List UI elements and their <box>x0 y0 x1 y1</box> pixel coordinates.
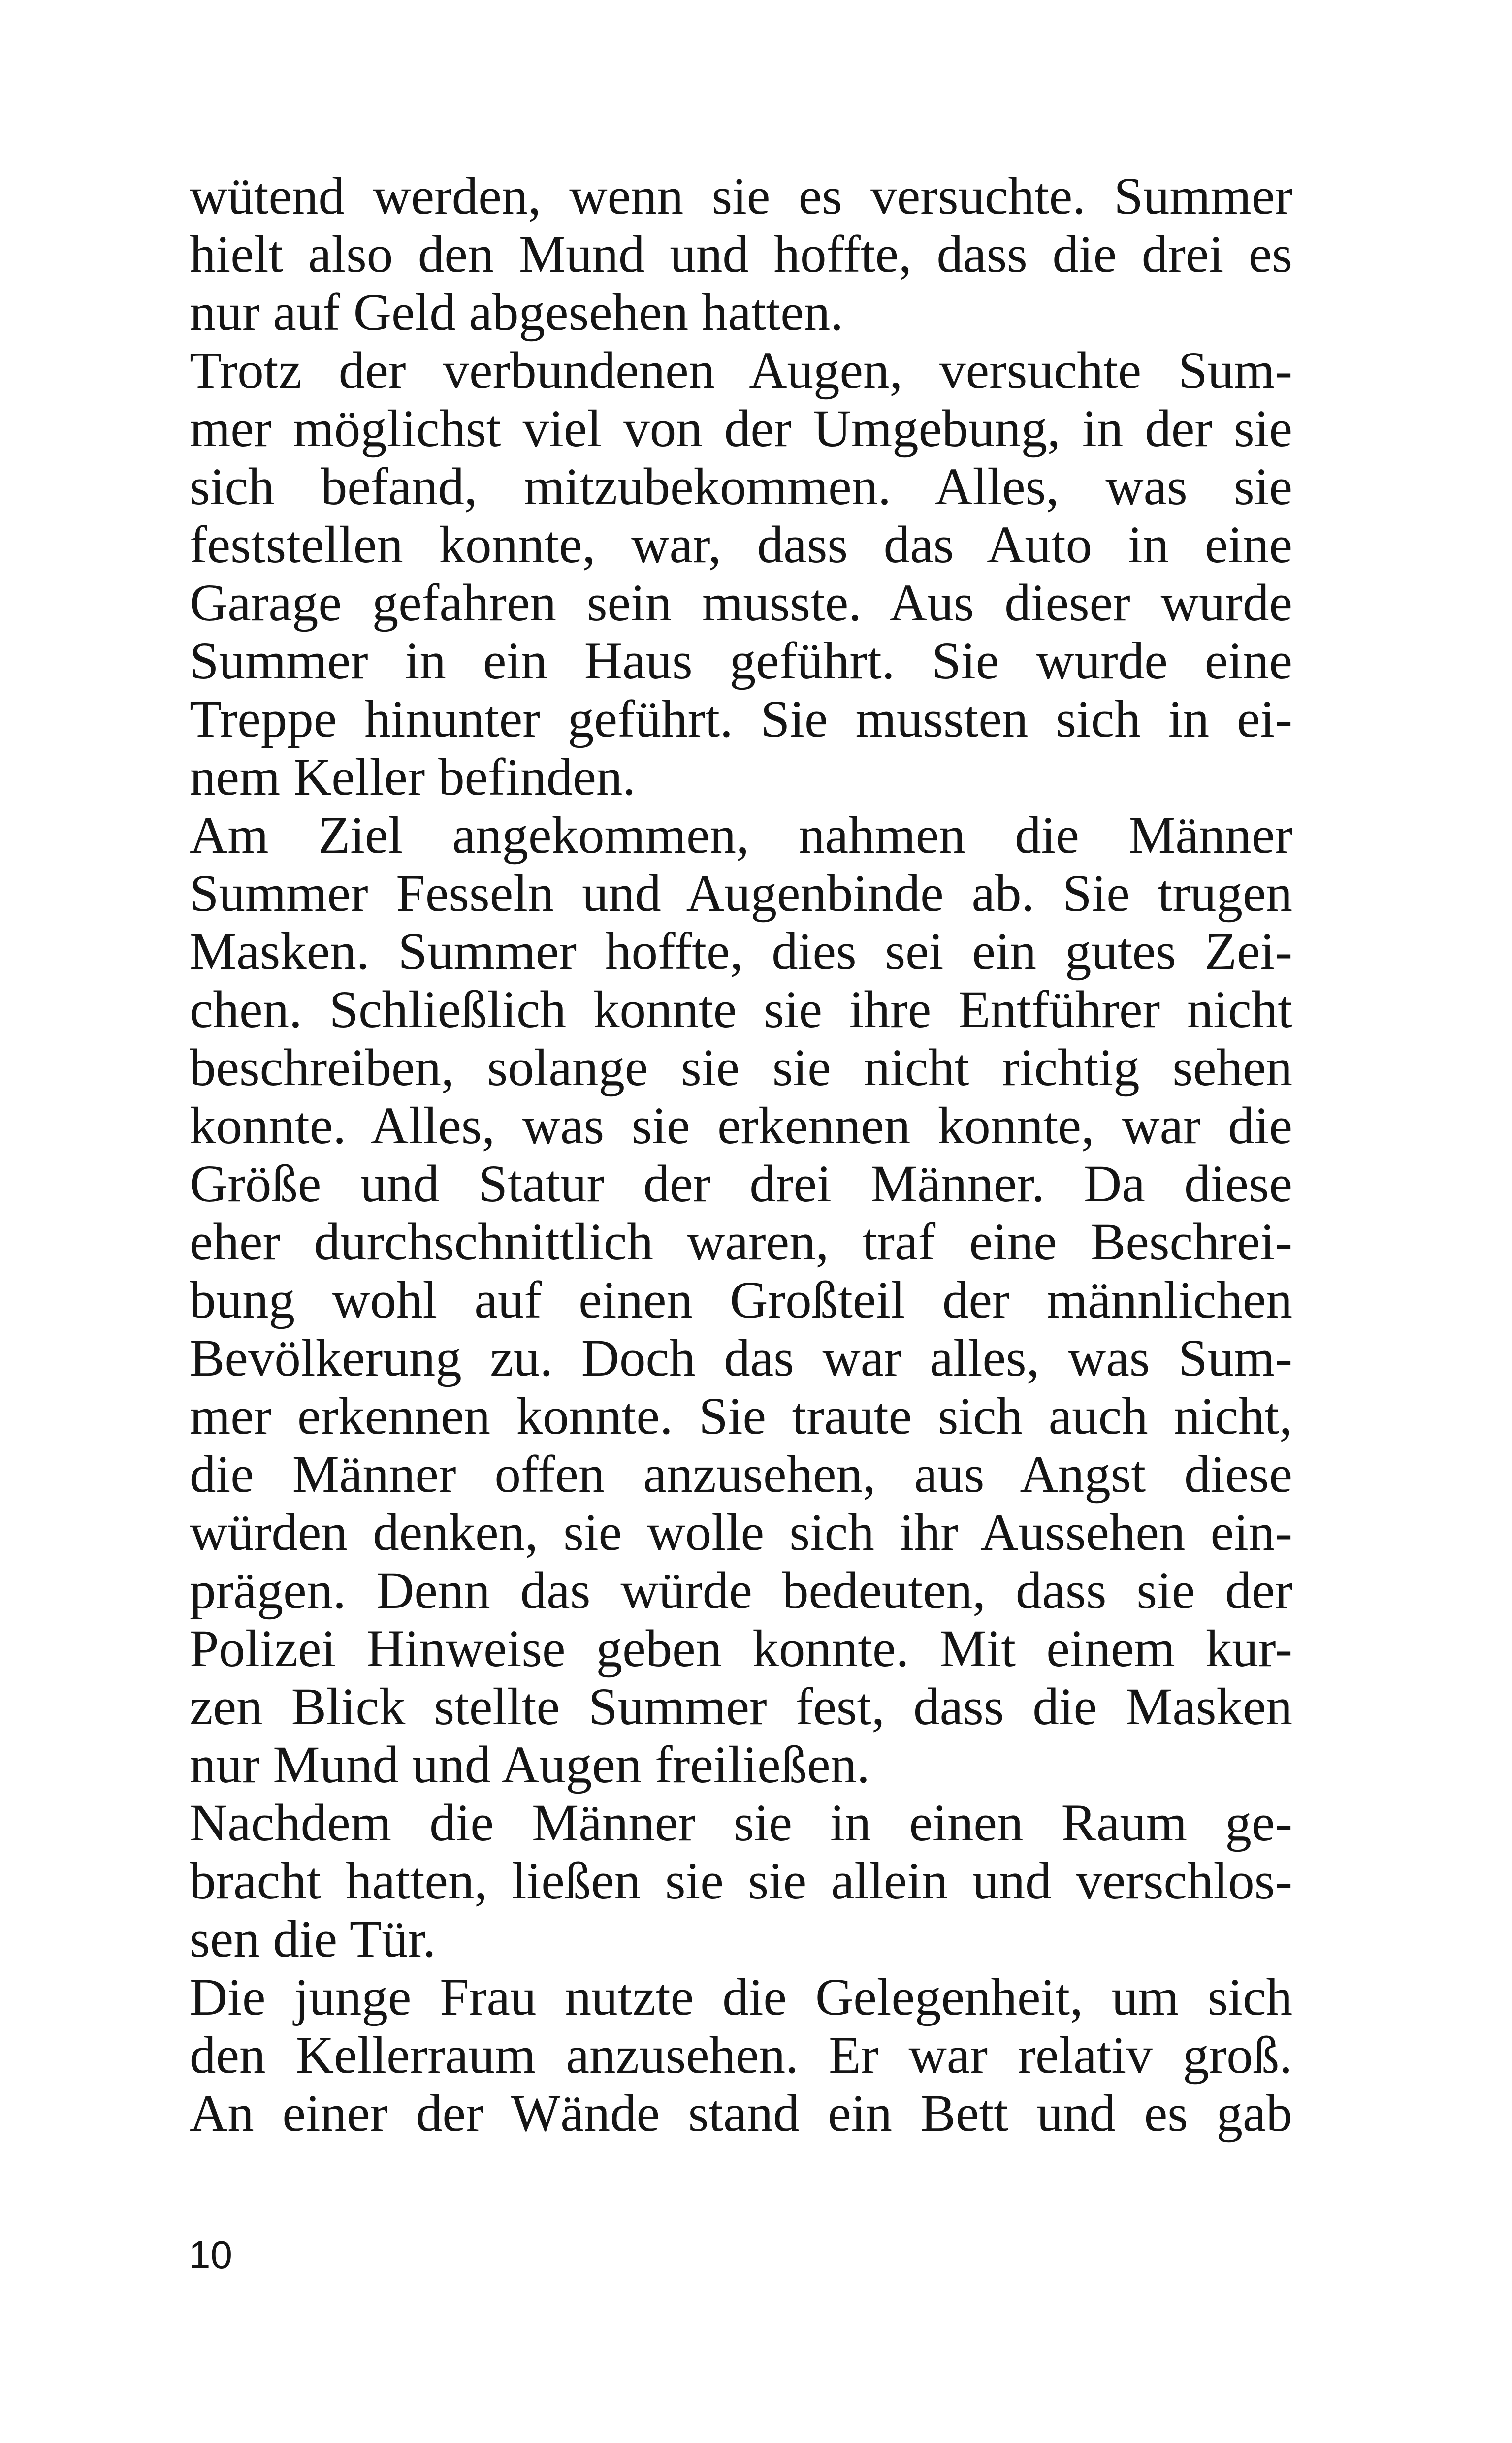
text-line: feststellen konnte, war, dass das Auto in eine <box>190 516 1292 574</box>
text-line: beschreiben, solange sie sie nicht richtig sehen <box>190 1039 1292 1097</box>
text-line: sich befand, mitzubekommen. Alles, was sie <box>190 458 1292 516</box>
text-line: nem Keller befinden. <box>190 748 636 806</box>
text-line: eher durchschnittlich waren, traf eine Beschrei- <box>190 1213 1292 1271</box>
paragraph <box>190 342 1292 806</box>
text-line: Garage gefahren sein musste. Aus dieser wurde <box>190 574 1292 632</box>
paragraph <box>190 167 1292 342</box>
page-number: 10 <box>189 2233 232 2277</box>
paragraph <box>190 806 1292 1794</box>
body-text <box>190 167 1292 2143</box>
text-line: bung wohl auf einen Großteil der männlichen <box>190 1271 1292 1329</box>
text-line: nur Mund und Augen freiließen. <box>190 1736 870 1794</box>
text-line: An einer der Wände stand ein Bett und es gab <box>190 2085 1292 2143</box>
text-line: den Kellerraum anzusehen. Er war relativ groß. <box>190 2026 1292 2085</box>
text-line: wütend werden, wenn sie es versuchte. Summer <box>190 167 1292 225</box>
text-line: Die junge Frau nutzte die Gelegenheit, um sich <box>190 1968 1292 2026</box>
text-line: Trotz der verbundenen Augen, versuchte Sum- <box>190 342 1292 400</box>
text-line: hielt also den Mund und hoffte, dass die drei es <box>190 225 1292 284</box>
text-line: Am Ziel angekommen, nahmen die Männer <box>190 806 1292 865</box>
text-line: mer erkennen konnte. Sie traute sich auch nicht, <box>190 1387 1292 1446</box>
text-line: Nachdem die Männer sie in einen Raum ge- <box>190 1794 1292 1852</box>
text-line: Summer in ein Haus geführt. Sie wurde eine <box>190 632 1292 690</box>
text-line: mer möglichst viel von der Umgebung, in der sie <box>190 400 1292 458</box>
text-line: Treppe hinunter geführt. Sie mussten sich in ei- <box>190 690 1292 748</box>
text-line: Bevölkerung zu. Doch das war alles, was Sum- <box>190 1329 1292 1387</box>
text-line: Masken. Summer hoffte, dies sei ein gutes Zei- <box>190 923 1292 981</box>
text-line: Summer Fesseln und Augenbinde ab. Sie trugen <box>190 865 1292 923</box>
text-line: Polizei Hinweise geben konnte. Mit einem kur- <box>190 1620 1292 1678</box>
paragraph <box>190 1794 1292 1968</box>
paragraph <box>190 1968 1292 2143</box>
text-line: würden denken, sie wolle sich ihr Aussehen ein- <box>190 1504 1292 1562</box>
text-line: sen die Tür. <box>190 1910 436 1968</box>
text-line: die Männer offen anzusehen, aus Angst diese <box>190 1446 1292 1504</box>
text-line: nur auf Geld abgesehen hatten. <box>190 284 844 342</box>
text-line: bracht hatten, ließen sie sie allein und verschlos- <box>190 1852 1292 1910</box>
text-line: Größe und Statur der drei Männer. Da diese <box>190 1155 1292 1213</box>
text-line: konnte. Alles, was sie erkennen konnte, war die <box>190 1097 1292 1155</box>
text-line: zen Blick stellte Summer fest, dass die Masken <box>190 1678 1292 1736</box>
text-line: chen. Schließlich konnte sie ihre Entführer nicht <box>190 981 1292 1039</box>
text-line: prägen. Denn das würde bedeuten, dass sie der <box>190 1562 1292 1620</box>
